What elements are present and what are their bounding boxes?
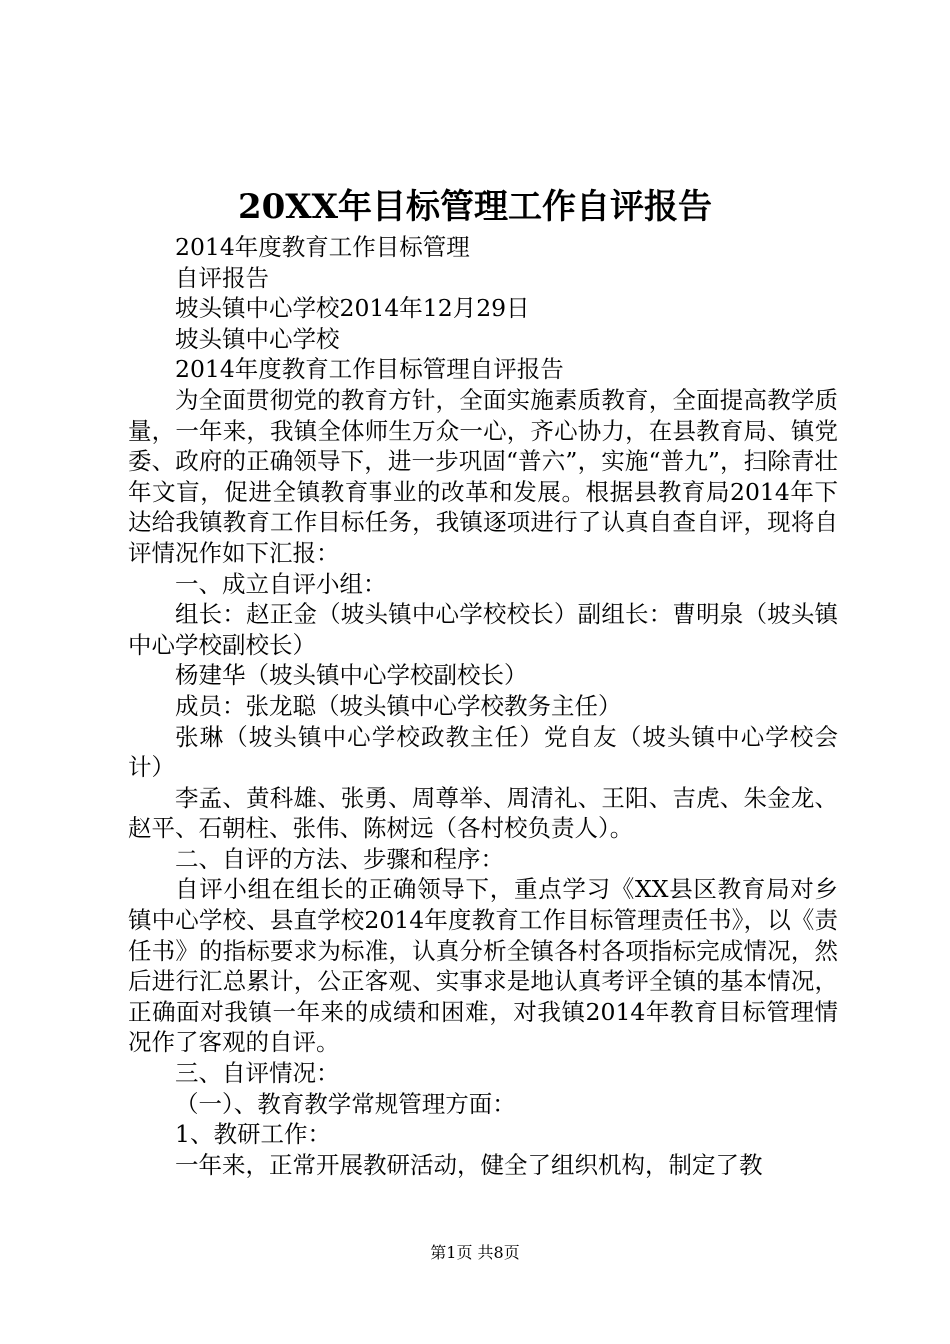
paragraph-2: 自评报告 — [175, 263, 269, 292]
paragraph-14: 自评小组在组长的正确领导下，重点学习《XX县区教育局对乡镇中心学校、县直学校2014年度教育工作目标管理责任书》，以《责任书》的指标要求为标准，认真分析全镇各村各项指标完成情况，然后进行汇总累计，公正客观、实事求是地认真考评全镇的基本情况，正确面对我镇一年来的成绩和困难，对我镇2014年教育目标管理情况作了客观的自评。 — [128, 875, 838, 1057]
paragraph-16: （一）、教育教学常规管理方面： — [175, 1089, 516, 1118]
paragraph-5: 2014年度教育工作目标管理自评报告 — [175, 355, 564, 384]
paragraph-7: 一、成立自评小组： — [175, 569, 387, 598]
paragraph-4: 坡头镇中心学校 — [175, 324, 340, 353]
paragraph-10: 成员：张龙聪（坡头镇中心学校教务主任） — [175, 691, 622, 720]
paragraph-3: 坡头镇中心学校2014年12月29日 — [175, 294, 530, 323]
paragraph-12: 李孟、黄科雄、张勇、周尊举、周清礼、王阳、吉虎、朱金龙、赵平、石朝柱、张伟、陈树远（各村校负责人）。 — [128, 783, 838, 843]
paragraph-9: 杨建华（坡头镇中心学校副校长） — [175, 661, 528, 690]
paragraph-15: 三、自评情况： — [175, 1059, 340, 1088]
document-title: 20XX年目标管理工作自评报告 — [237, 187, 713, 227]
paragraph-17: 1、教研工作： — [175, 1120, 331, 1149]
page-number-footer: 第1页 共8页 — [430, 1243, 520, 1262]
paragraph-1: 2014年度教育工作目标管理 — [175, 233, 470, 261]
document-body — [128, 232, 838, 1180]
paragraph-11: 张琳（坡头镇中心学校政教主任）党自友（坡头镇中心学校会计） — [128, 722, 838, 782]
paragraph-13: 二、自评的方法、步骤和程序： — [175, 844, 504, 873]
paragraph-18: 一年来，正常开展教研活动，健全了组织机构，制定了教 — [175, 1150, 763, 1179]
paragraph-6: 为全面贯彻党的教育方针，全面实施素质教育，全面提高教学质量，一年来，我镇全体师生万众一心，齐心协力，在县教育局、镇党委、政府的正确领导下，进一步巩固“普六”，实施“普九”，扫除青壮年文盲，促进全镇教育事业的改革和发展。根据县教育局2014年下达给我镇教育工作目标任务，我镇逐项进行了认真自查自评，现将自评情况作如下汇报： — [128, 385, 838, 567]
paragraph-8: 组长：赵正金（坡头镇中心学校校长）副组长：曹明泉（坡头镇中心学校副校长） — [128, 600, 838, 659]
